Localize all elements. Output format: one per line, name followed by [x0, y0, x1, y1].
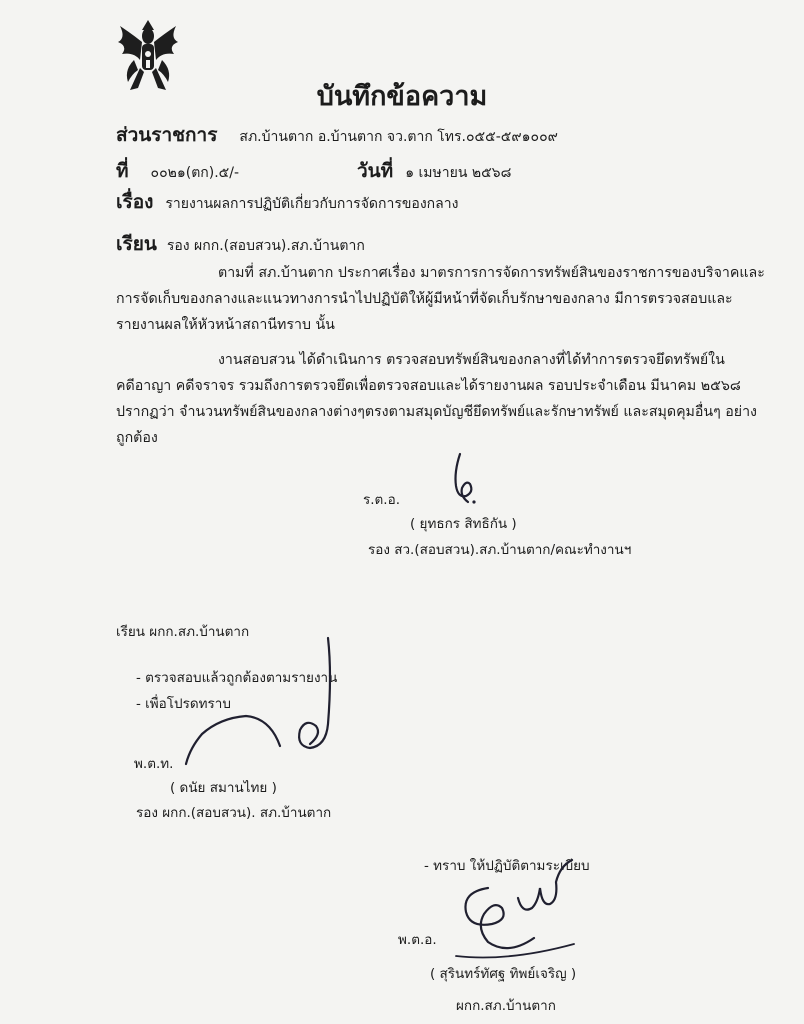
date-row: [357, 156, 511, 182]
paragraph-line: คดีอาญา คดีจราจร รวมถึงการตรวจยึดเพื่อตรวจสอบและได้รายงานผล รอบประจำเดือน มีนาคม ๒๕๖๘: [116, 378, 741, 394]
endorsement2-rank: พ.ต.อ.: [398, 932, 437, 948]
to-value: รอง ผกก.(สอบสวน).สภ.บ้านตาก: [166, 238, 365, 254]
department-label: ส่วนราชการ: [116, 124, 218, 146]
to-label: เรียน: [116, 233, 157, 255]
body-paragraph-2: [116, 347, 757, 451]
signature1-name: ( ยุทธกร สิทธิกัน ): [410, 516, 517, 532]
date-value: ๑ เมษายน ๒๕๖๘: [405, 165, 512, 181]
endorsement1-to: เรียน ผกก.สภ.บ้านตาก: [116, 624, 250, 640]
paragraph-line: ตามที่ สภ.บ้านตาก ประกาศเรื่อง มาตรการการจัดการทรัพย์สินของราชการของบริจาคและ: [218, 265, 765, 281]
paragraph-line: รายงานผลให้หัวหน้าสถานีทราบ นั้น: [116, 317, 335, 333]
signature1-rank: ร.ต.อ.: [363, 492, 400, 508]
endorsement2-order: - ทราบ ให้ปฏิบัติตามระเบียบ: [424, 858, 590, 874]
endorsement1-item: - ตรวจสอบแล้วถูกต้องตามรายงาน: [136, 670, 338, 686]
signature1-handwriting-icon: [446, 452, 486, 508]
endorsement2-name: ( สุรินทร์ทัศฐ ทิพย์เจริญ ): [430, 966, 577, 982]
subject-label: เรื่อง: [116, 191, 154, 213]
department-value: สภ.บ้านตาก อ.บ้านตาก จว.ตาก โทร.๐๕๕-๕๙๑๐๐๙: [239, 129, 558, 145]
number-row: [116, 156, 239, 182]
endorsement1-item: - เพื่อโปรดทราบ: [136, 696, 231, 712]
department-row: [116, 120, 558, 146]
endorsement1-position: รอง ผกก.(สอบสวน). สภ.บ้านตาก: [136, 805, 332, 821]
signature1-position: รอง สว.(สอบสวน).สภ.บ้านตาก/คณะทำงานฯ: [368, 542, 632, 558]
paragraph-line: ปรากฏว่า จำนวนทรัพย์สินของกลางต่างๆตรงตามสมุดบัญชียึดทรัพย์และรักษาทรัพย์ และสมุดคุมอื่นๆ อย่าง: [116, 404, 757, 420]
number-label: ที่: [116, 160, 129, 182]
memo-title: บันทึกข้อความ: [316, 81, 488, 112]
endorsement2-position: ผกก.สภ.บ้านตาก: [456, 998, 556, 1014]
paragraph-line: การจัดเก็บของกลางและแนวทางการนำไปปฏิบัติให้ผู้มีหน้าที่จัดเก็บรักษาของกลาง มีการตรวจสอบและ: [116, 291, 733, 307]
number-value: ๐๐๒๑(ตก).๕/-: [150, 165, 240, 181]
subject-value: รายงานผลการปฏิบัติเกี่ยวกับการจัดการของกลาง: [165, 196, 459, 212]
signature2-handwriting-icon: [150, 634, 340, 774]
paragraph-line: งานสอบสวน ได้ดำเนินการ ตรวจสอบทรัพย์สินของกลางที่ได้ทำการตรวจยึดทรัพย์ใน: [218, 352, 725, 368]
signature3-handwriting-icon: [448, 858, 588, 968]
subject-row: [116, 187, 458, 213]
to-row: [116, 229, 365, 255]
body-paragraph-1: [116, 260, 765, 338]
endorsement1-rank: พ.ต.ท.: [134, 756, 174, 772]
paragraph-line: ถูกต้อง: [116, 430, 158, 446]
endorsement1-name: ( ดนัย สมานไทย ): [170, 780, 277, 796]
date-label: วันที่: [357, 160, 394, 182]
